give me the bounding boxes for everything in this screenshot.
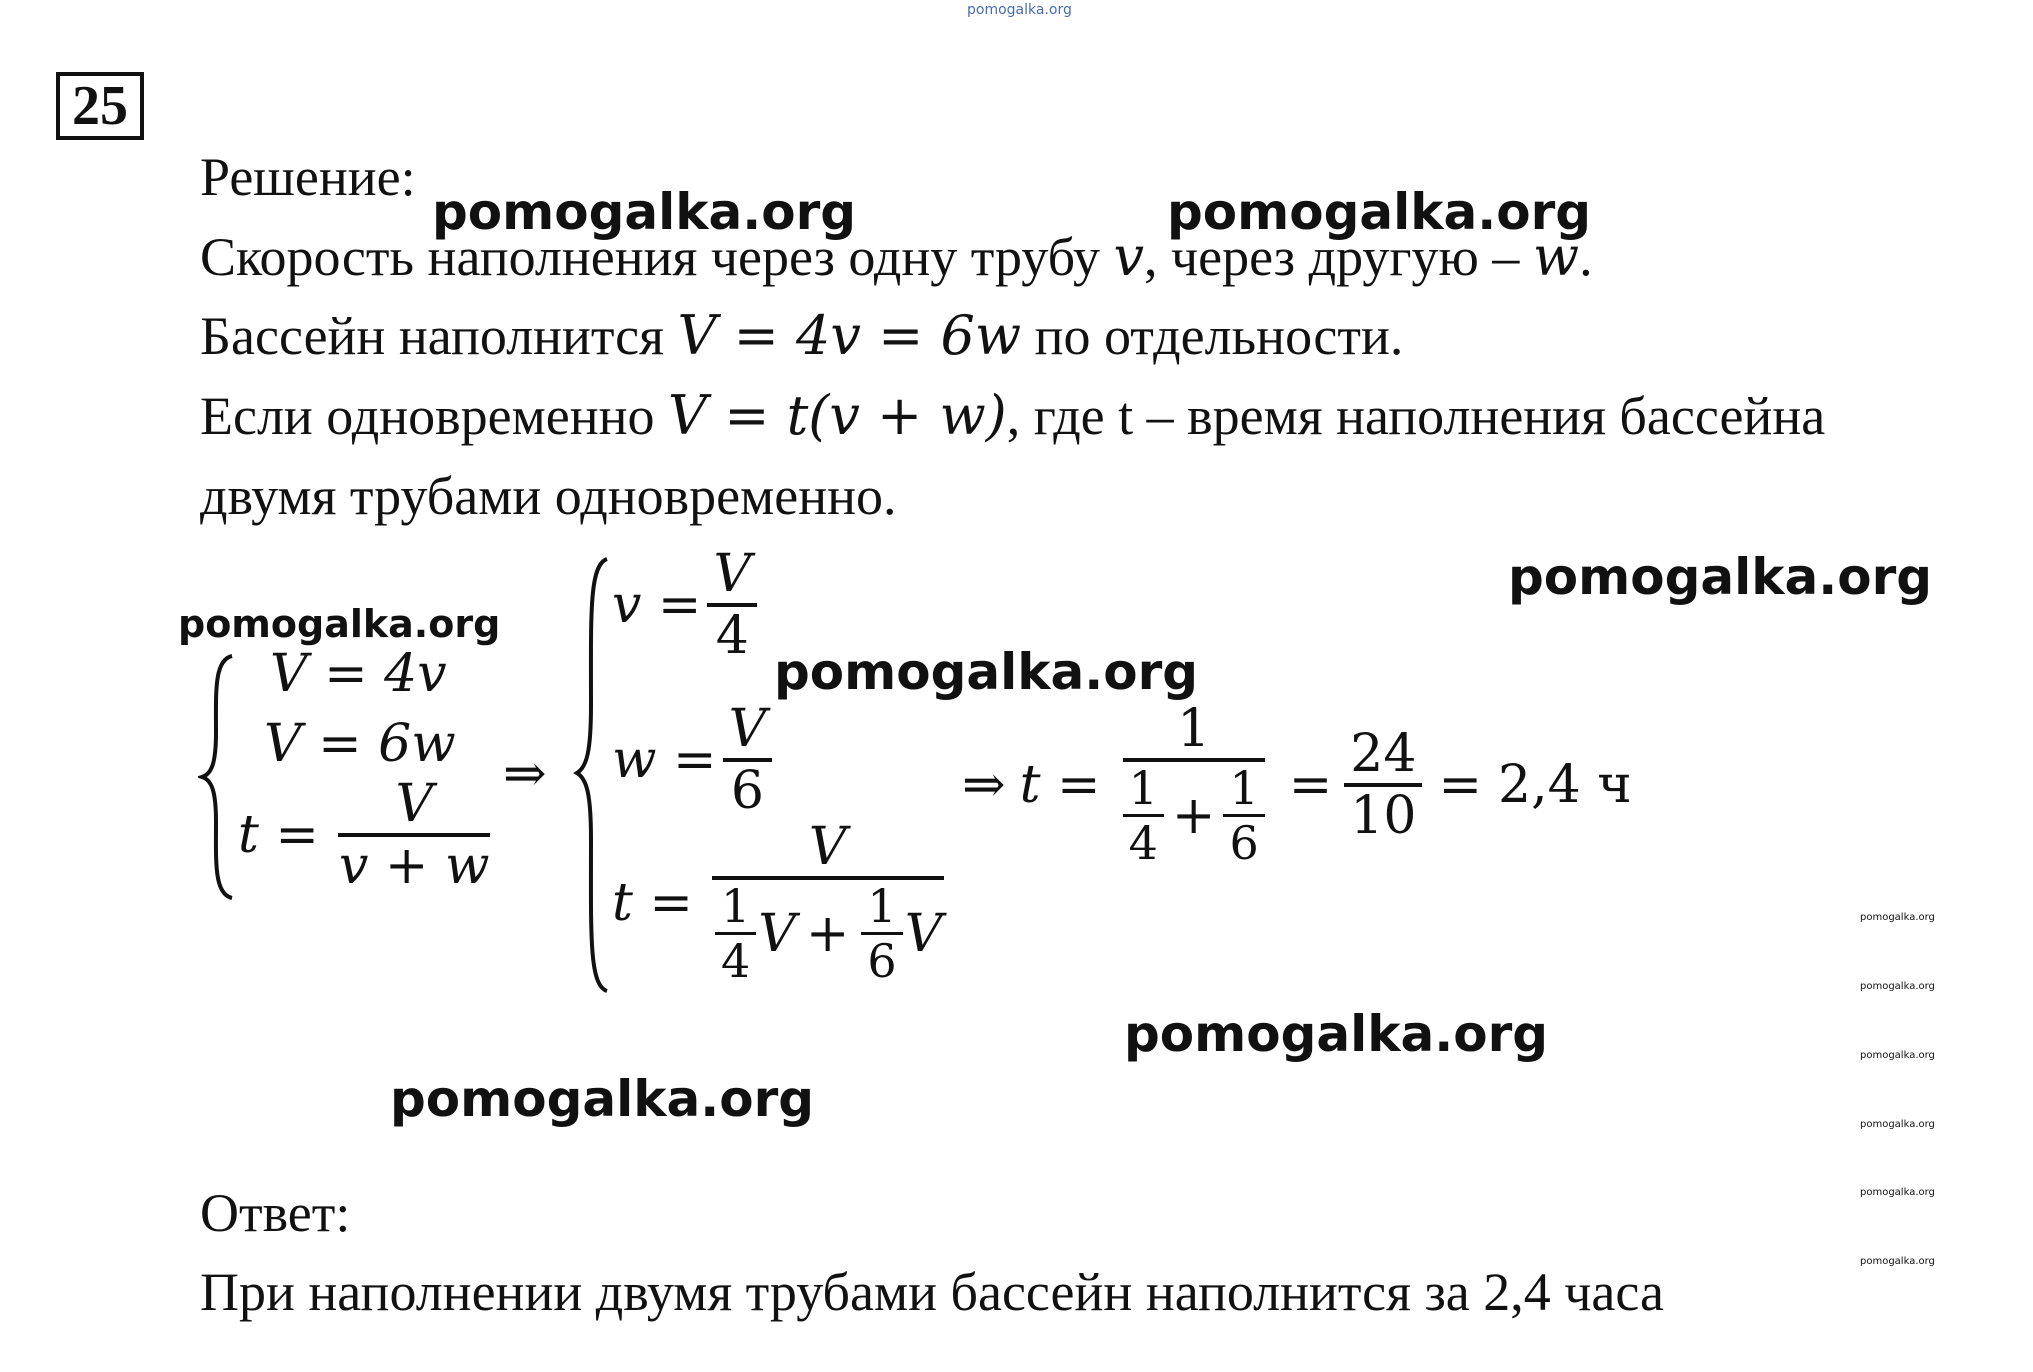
system1-fraction-num: V [338,775,490,837]
system1-brace [198,652,238,902]
line1-text-b: , через другую – [1144,227,1533,287]
solution-line-4: двумя трубами одновременно. [200,466,897,526]
watermark-tiny-6: pomogalka.org [1860,1256,1935,1267]
line1-var-w: w [1532,225,1580,288]
system2-t-den-frac2-num: 1 [861,880,902,935]
solution-line-2 [200,306,1403,366]
solution-heading: Решение: [200,147,416,207]
watermark-3: pomogalka.org [1508,548,1933,606]
system2-w-num: V [723,700,773,762]
implies-arrow-1: ⇒ [503,744,547,804]
watermark-4: pomogalka.org [178,602,501,646]
line3-text-a: Если одновременно [200,386,669,446]
result-den-frac2 [1223,762,1264,869]
system2-t-den-frac1-num: 1 [715,880,756,935]
system2-t-den-plus: + [805,903,850,964]
system2-brace [573,555,613,995]
system1-fraction [333,775,496,895]
line1-var-v: v [1113,225,1145,288]
result-den-frac1-num: 1 [1123,762,1164,817]
result-den-frac2-num: 1 [1223,762,1264,817]
system2-eq-t [612,818,954,987]
result-value: 2,4 ч [1498,754,1632,815]
system2-t-fraction [707,818,948,987]
result-den-frac2-den: 6 [1229,816,1259,870]
watermark-1: pomogalka.org [432,183,857,241]
system1-eq3 [238,775,502,895]
watermark-6: pomogalka.org [1124,1005,1549,1063]
system2-t-num: V [712,818,944,880]
line2-equation: V = 4v = 6w [677,304,1022,367]
result-fraction-2-den: 10 [1350,785,1417,846]
line2-text-b: по отдельности. [1021,306,1404,366]
system1-eq1: V = 4v [270,644,447,704]
answer-heading: Ответ: [200,1183,351,1243]
watermark-tiny-3: pomogalka.org [1860,1050,1935,1061]
system2-w-fraction [723,700,773,820]
result-fraction-1-num: 1 [1123,700,1265,762]
system1-fraction-den: v + w [339,836,490,896]
line2-text-a: Бассейн наполнится [200,306,678,366]
system2-eq-v [612,545,763,665]
system2-v-num: V [707,545,757,607]
result-den-frac1 [1123,762,1164,869]
watermark-7: pomogalka.org [390,1070,815,1128]
system2-w-den: 6 [730,761,764,821]
result-fraction-1 [1115,700,1273,869]
result-den-plus: + [1171,785,1216,846]
system2-v-lhs: v = [612,575,702,635]
system1-eq2: V = 6w [264,714,456,774]
result-fraction-2-num: 24 [1344,725,1422,787]
system2-t-den-v2: V [904,903,943,964]
result-den-frac1-den: 4 [1128,816,1158,870]
system2-t-den-frac1-den: 4 [721,934,751,988]
watermark-2: pomogalka.org [1167,183,1592,241]
result-fraction-1-den [1115,762,1273,869]
system1-t-lhs: t = [238,805,319,865]
line3-text-b: , где t – время наполнения бассейна [1006,386,1826,446]
system2-eq-w [612,700,778,820]
line1-text-a: Скорость наполнения через одну трубу [200,227,1114,287]
system2-t-den-frac2-den: 6 [867,934,897,988]
task-number-box: 25 [56,72,144,140]
system2-v-fraction [707,545,757,665]
result-chain [962,700,1632,869]
system2-t-den-v1: V [758,903,796,964]
result-equals-1: = [1288,754,1333,815]
result-equals-2: = [1438,754,1483,815]
watermark-5: pomogalka.org [774,643,1199,701]
line3-equation: V = t(v + w) [668,384,1007,447]
system2-t-den-frac1 [715,880,756,987]
result-t-lhs: t = [1019,754,1101,815]
watermark-tiny-2: pomogalka.org [1860,981,1935,992]
system2-w-lhs: w = [612,730,717,790]
watermark-tiny-1: pomogalka.org [1860,912,1935,923]
watermark-tiny-4: pomogalka.org [1860,1119,1935,1130]
system2-v-den: 4 [715,606,749,666]
implies-arrow-2: ⇒ [962,754,1006,815]
system2-t-den [707,880,948,987]
watermark-tiny-5: pomogalka.org [1860,1187,1935,1198]
result-fraction-2 [1344,725,1422,845]
solution-line-3 [200,386,1825,446]
system2-t-den-frac2 [861,880,902,987]
system2-t-lhs: t = [612,872,693,933]
line1-text-c: . [1579,227,1593,287]
answer-text: При наполнении двумя трубами бассейн наполнится за 2,4 часа [200,1262,1664,1322]
watermark-top: pomogalka.org [967,2,1072,18]
